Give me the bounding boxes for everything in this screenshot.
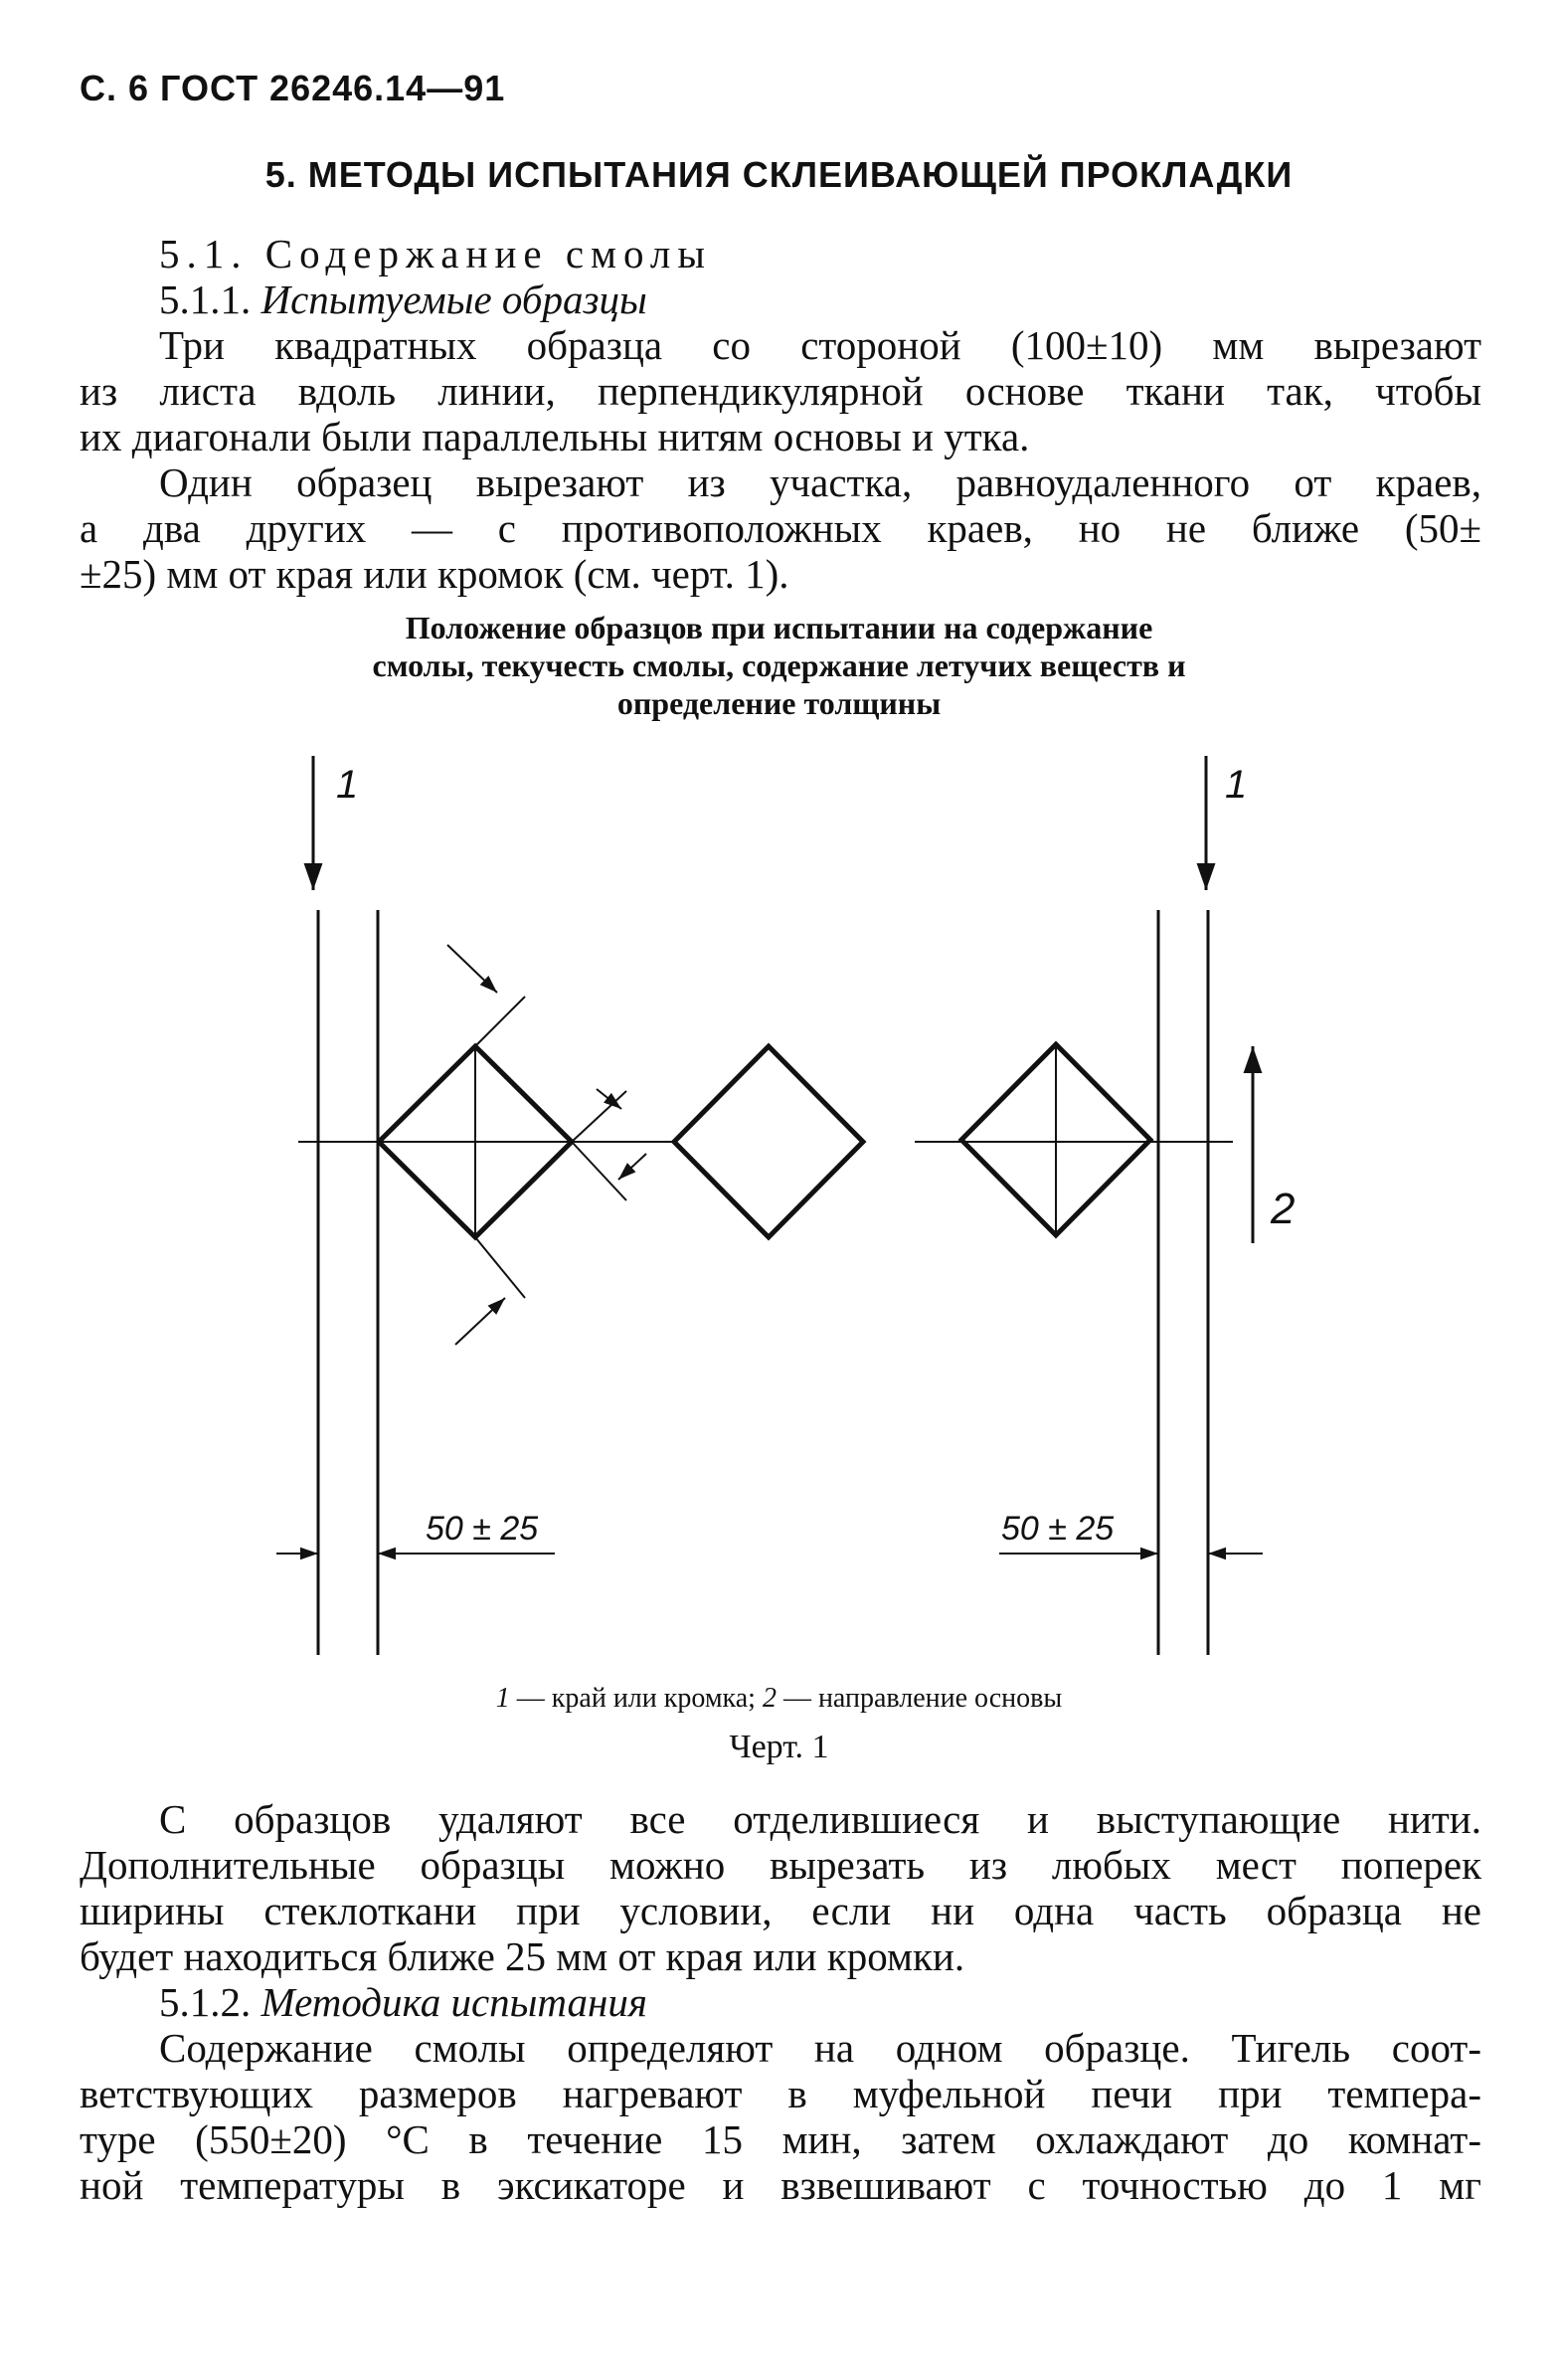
clause-number: 5.1.1. [159, 276, 252, 322]
legend-1-text: — край или кромка; [509, 1683, 763, 1714]
figure-legend [0, 1683, 1558, 1715]
specimen-square [674, 1046, 863, 1237]
section-title: 5. МЕТОДЫ ИСПЫТАНИЯ СКЛЕИВАЮЩЕЙ ПРОКЛАДКИ [264, 154, 1294, 195]
paragraph-line: Три квадратных образца со стороной (100±10) мм вырезают [159, 322, 1481, 368]
edge-label-left: 1 [336, 763, 359, 807]
specimen-square [961, 1044, 1150, 1235]
paragraph-line: будет находиться ближе 25 мм от края или кромки. [80, 1933, 965, 1979]
legend-1-number: 1 [495, 1683, 510, 1714]
paragraph-line: Дополнительные образцы можно вырезать из любых мест поперек [80, 1842, 1481, 1888]
figure-caption-line: смолы, текучесть смолы, содержание летучих веществ и [372, 647, 1186, 683]
dimension-label-right: 50 ± 25 [1001, 1510, 1115, 1548]
paragraph-line: Один образец вырезают из участка, равноудаленного от краев, [159, 459, 1481, 505]
paragraph-line: их диагонали были параллельны нитям основы и утка. [80, 414, 1030, 459]
paragraph-line: а два других — с противоположных краев, но не ближе (50± [80, 505, 1481, 551]
paragraph-line: из листа вдоль линии, перпендикулярной основе ткани так, чтобы [80, 368, 1481, 414]
paragraph-line: Содержание смолы определяют на одном образце. Тигель соот- [159, 2025, 1481, 2071]
edge-arrows [313, 756, 1206, 890]
paragraph-line: ±25) мм от края или кромок (см. черт. 1). [80, 551, 789, 597]
gap-dimension [572, 1089, 646, 1200]
paragraph-line: ширины стеклоткани при условии, если ни одна часть образца не [80, 1888, 1481, 1933]
figure-caption-line: Положение образцов при испытании на содержание [405, 610, 1153, 645]
paragraph-line: туре (550±20) °С в течение 15 мин, затем охлаждают до комнат- [80, 2116, 1481, 2162]
paragraph-line: ветствующих размеров нагревают в муфельной печи при темпера- [80, 2071, 1481, 2116]
clause-title: Методика испытания [260, 1979, 647, 2025]
figure-caption-line: определение толщины [616, 685, 942, 721]
paragraph-line: С образцов удаляют все отделившиеся и выступающие нити. [159, 1796, 1481, 1842]
clause-title: Испытуемые образцы [260, 276, 647, 322]
figure-number: Черт. 1 [729, 1729, 829, 1765]
page-header: С. 6 ГОСТ 26246.14—91 [80, 68, 506, 108]
clause-number: 5.1.2. [159, 1979, 252, 2025]
edge-label-right: 1 [1225, 763, 1248, 807]
direction-label: 2 [1271, 1185, 1296, 1233]
figure-drawing [0, 736, 1558, 1671]
clause-5-1-1-heading [159, 276, 1481, 322]
clause-5-1-2-heading [159, 1979, 1481, 2025]
legend-2-text: — направление основы [776, 1683, 1063, 1714]
legend-2-number: 2 [762, 1683, 777, 1714]
side-dimension [447, 945, 525, 1345]
dimension-label-left: 50 ± 25 [426, 1510, 539, 1548]
clause-5-1-heading: 5.1. Содержание смолы [159, 231, 712, 276]
paragraph-line: ной температуры в эксикаторе и взвешивают с точностью до 1 мг [80, 2162, 1481, 2208]
